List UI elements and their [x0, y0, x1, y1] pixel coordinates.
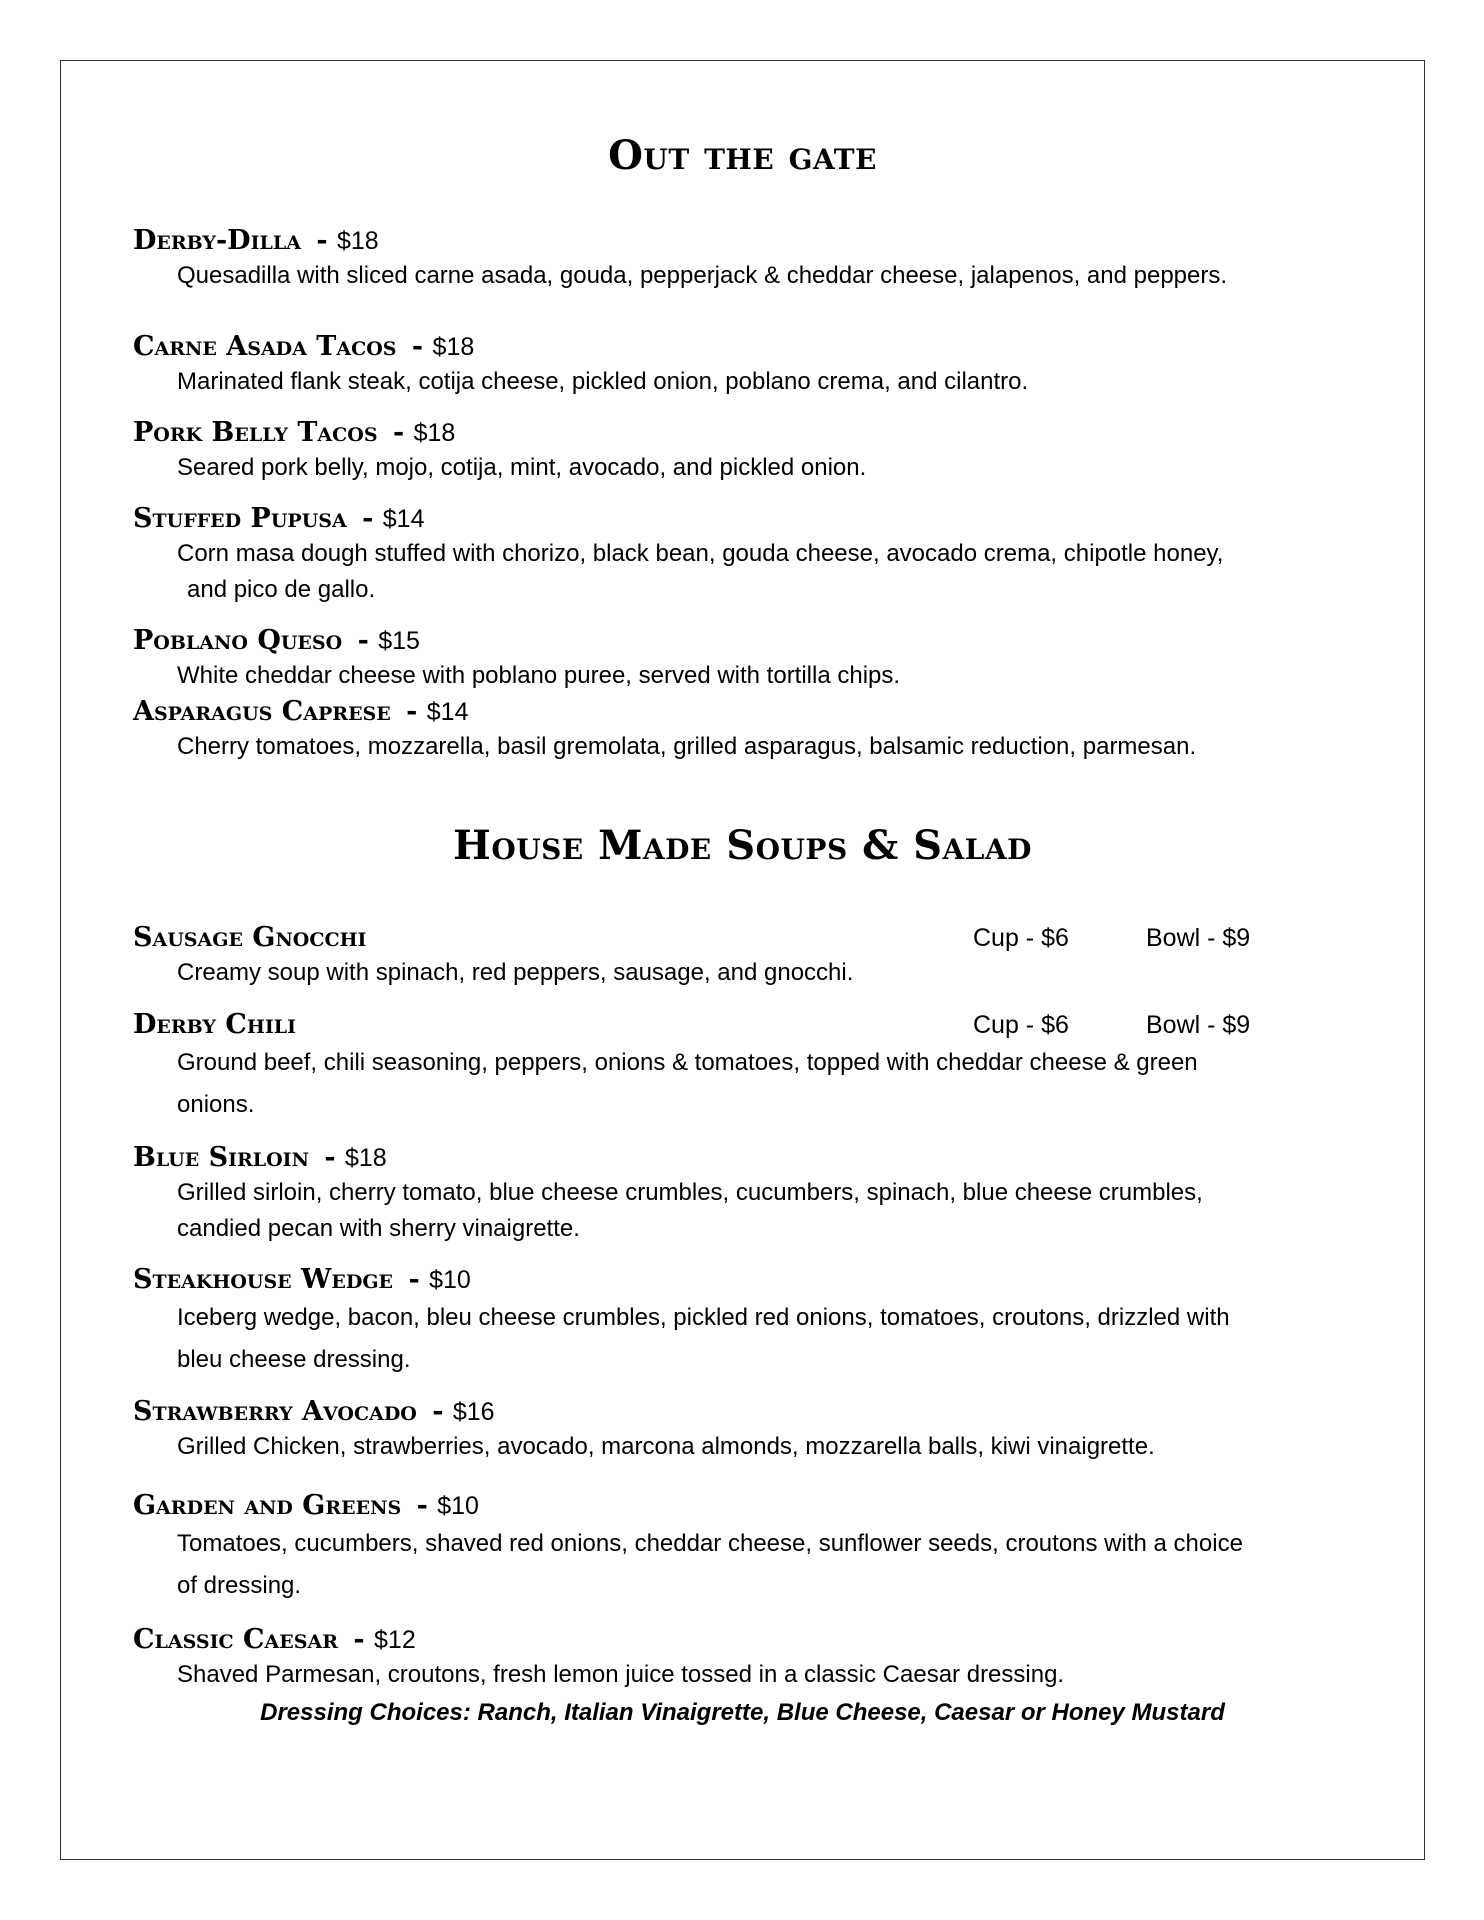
bowl-price: Bowl - $9	[1146, 924, 1251, 952]
item-description-line2: bleu cheese dressing.	[177, 1346, 411, 1373]
item-name: Strawberry Avocado	[133, 1396, 417, 1427]
item-description: Tomatoes, cucumbers, shaved red onions, cheddar cheese, sunflower seeds, croutons with a choice	[177, 1530, 1243, 1557]
item-name: Carne Asada Tacos	[133, 331, 397, 362]
item-description-line2: candied pecan with sherry vinaigrette.	[177, 1215, 580, 1242]
item-description: Grilled sirloin, cherry tomato, blue cheese crumbles, cucumbers, spinach, blue cheese crumbles,	[177, 1179, 1203, 1206]
item-price: $15	[378, 627, 420, 655]
menu-item-garden-and-greens: Garden and Greens - $10 Tomatoes, cucumbers, shaved red onions, cheddar cheese, sunflower seeds, croutons with a choice of dressing.	[133, 1489, 1363, 1607]
item-name: Derby Chili	[133, 1009, 296, 1040]
item-price: $12	[374, 1626, 416, 1654]
item-name: Sausage Gnocchi	[133, 922, 367, 953]
menu-item-stuffed-pupusa: Stuffed Pupusa - $14 Corn masa dough stuffed with chorizo, black bean, gouda cheese, avocado crema, chipotle honey, and pico de gallo.	[133, 502, 1363, 608]
item-name: Asparagus Caprese	[133, 696, 391, 727]
item-description-line2: onions.	[177, 1091, 255, 1118]
section-title-out-the-gate: Out the gate	[608, 132, 877, 179]
menu-item-poblano-queso: Poblano Queso - $15 White cheddar cheese with poblano puree, served with tortilla chips.	[133, 624, 1363, 694]
item-price: $10	[429, 1266, 471, 1294]
menu-item-pork-belly-tacos: Pork Belly Tacos - $18 Seared pork belly, mojo, cotija, mint, avocado, and pickled onion.	[133, 416, 1363, 486]
item-description: Iceberg wedge, bacon, bleu cheese crumbles, pickled red onions, tomatoes, croutons, drizzled with	[177, 1304, 1230, 1331]
item-description: Creamy soup with spinach, red peppers, sausage, and gnocchi.	[177, 959, 854, 986]
item-price: $18	[432, 333, 475, 361]
bowl-price: Bowl - $9	[1146, 1011, 1251, 1039]
menu-item-derby-chili	[133, 1008, 1363, 1126]
item-description: Ground beef, chili seasoning, peppers, onions & tomatoes, topped with cheddar cheese & green	[177, 1049, 1198, 1076]
item-name: Derby-Dilla	[133, 225, 301, 256]
item-price: $18	[344, 1144, 387, 1172]
menu-item-derby-dilla: Derby-Dilla - $18 Quesadilla with sliced carne asada, gouda, pepperjack & cheddar cheese, jalapenos, and peppers.	[133, 224, 1363, 294]
item-price: $10	[437, 1492, 479, 1520]
item-description: Cherry tomatoes, mozzarella, basil gremolata, grilled asparagus, balsamic reduction, parmesan.	[177, 733, 1197, 760]
cup-price: Cup - $6	[973, 924, 1069, 952]
menu-item-classic-caesar: Classic Caesar - $12 Shaved Parmesan, croutons, fresh lemon juice tossed in a classic Caesar dressing.	[133, 1623, 1363, 1693]
item-name: Blue Sirloin	[133, 1142, 309, 1173]
item-description: Corn masa dough stuffed with chorizo, black bean, gouda cheese, avocado crema, chipotle honey,	[177, 540, 1224, 567]
item-description-line2: and pico de gallo.	[187, 576, 376, 603]
menu-item-strawberry-avocado: Strawberry Avocado - $16 Grilled Chicken, strawberries, avocado, marcona almonds, mozzarella balls, kiwi vinaigrette.	[133, 1395, 1363, 1465]
item-price: $14	[382, 505, 425, 533]
cup-price: Cup - $6	[973, 1011, 1069, 1039]
menu-item-sausage-gnocchi	[133, 921, 1363, 991]
menu-item-asparagus-caprese: Asparagus Caprese - $14 Cherry tomatoes, mozzarella, basil gremolata, grilled asparagus, balsamic reduction, parmesan.	[133, 695, 1363, 765]
item-price: $18	[413, 419, 456, 447]
item-description: Marinated flank steak, cotija cheese, pickled onion, poblano crema, and cilantro.	[177, 368, 1029, 395]
item-name: Stuffed Pupusa	[133, 503, 347, 534]
item-description: Quesadilla with sliced carne asada, gouda, pepperjack & cheddar cheese, jalapenos, and peppers.	[177, 262, 1228, 289]
item-price: $18	[336, 227, 379, 255]
item-description-line2: of dressing.	[177, 1572, 302, 1599]
item-name: Garden and Greens	[133, 1490, 402, 1521]
menu-item-carne-asada-tacos: Carne Asada Tacos - $18 Marinated flank steak, cotija cheese, pickled onion, poblano crema, and cilantro.	[133, 330, 1363, 400]
item-price: $16	[452, 1398, 495, 1426]
item-name: Steakhouse Wedge	[133, 1264, 394, 1295]
menu-item-steakhouse-wedge: Steakhouse Wedge - $10 Iceberg wedge, bacon, bleu cheese crumbles, pickled red onions, tomatoes, croutons, drizzled with bleu cheese dressing.	[133, 1263, 1363, 1381]
dressing-choices-note: Dressing Choices: Ranch, Italian Vinaigrette, Blue Cheese, Caesar or Honey Mustard	[260, 1699, 1225, 1726]
item-price: $14	[426, 698, 469, 726]
item-name: Pork Belly Tacos	[133, 417, 378, 448]
item-name: Poblano Queso	[133, 625, 343, 656]
item-description: White cheddar cheese with poblano puree, served with tortilla chips.	[177, 662, 901, 689]
item-description: Grilled Chicken, strawberries, avocado, marcona almonds, mozzarella balls, kiwi vinaigrette.	[177, 1433, 1155, 1460]
item-description: Shaved Parmesan, croutons, fresh lemon juice tossed in a classic Caesar dressing.	[177, 1661, 1065, 1688]
item-description: Seared pork belly, mojo, cotija, mint, avocado, and pickled onion.	[177, 454, 867, 481]
section-title-soups-salad: House Made Soups & Salad	[453, 822, 1032, 869]
item-name: Classic Caesar	[133, 1624, 338, 1655]
menu-item-blue-sirloin: Blue Sirloin - $18 Grilled sirloin, cherry tomato, blue cheese crumbles, cucumbers, spinach, blue cheese crumbles, candied pecan with sherry vinaigrette.	[133, 1141, 1363, 1247]
